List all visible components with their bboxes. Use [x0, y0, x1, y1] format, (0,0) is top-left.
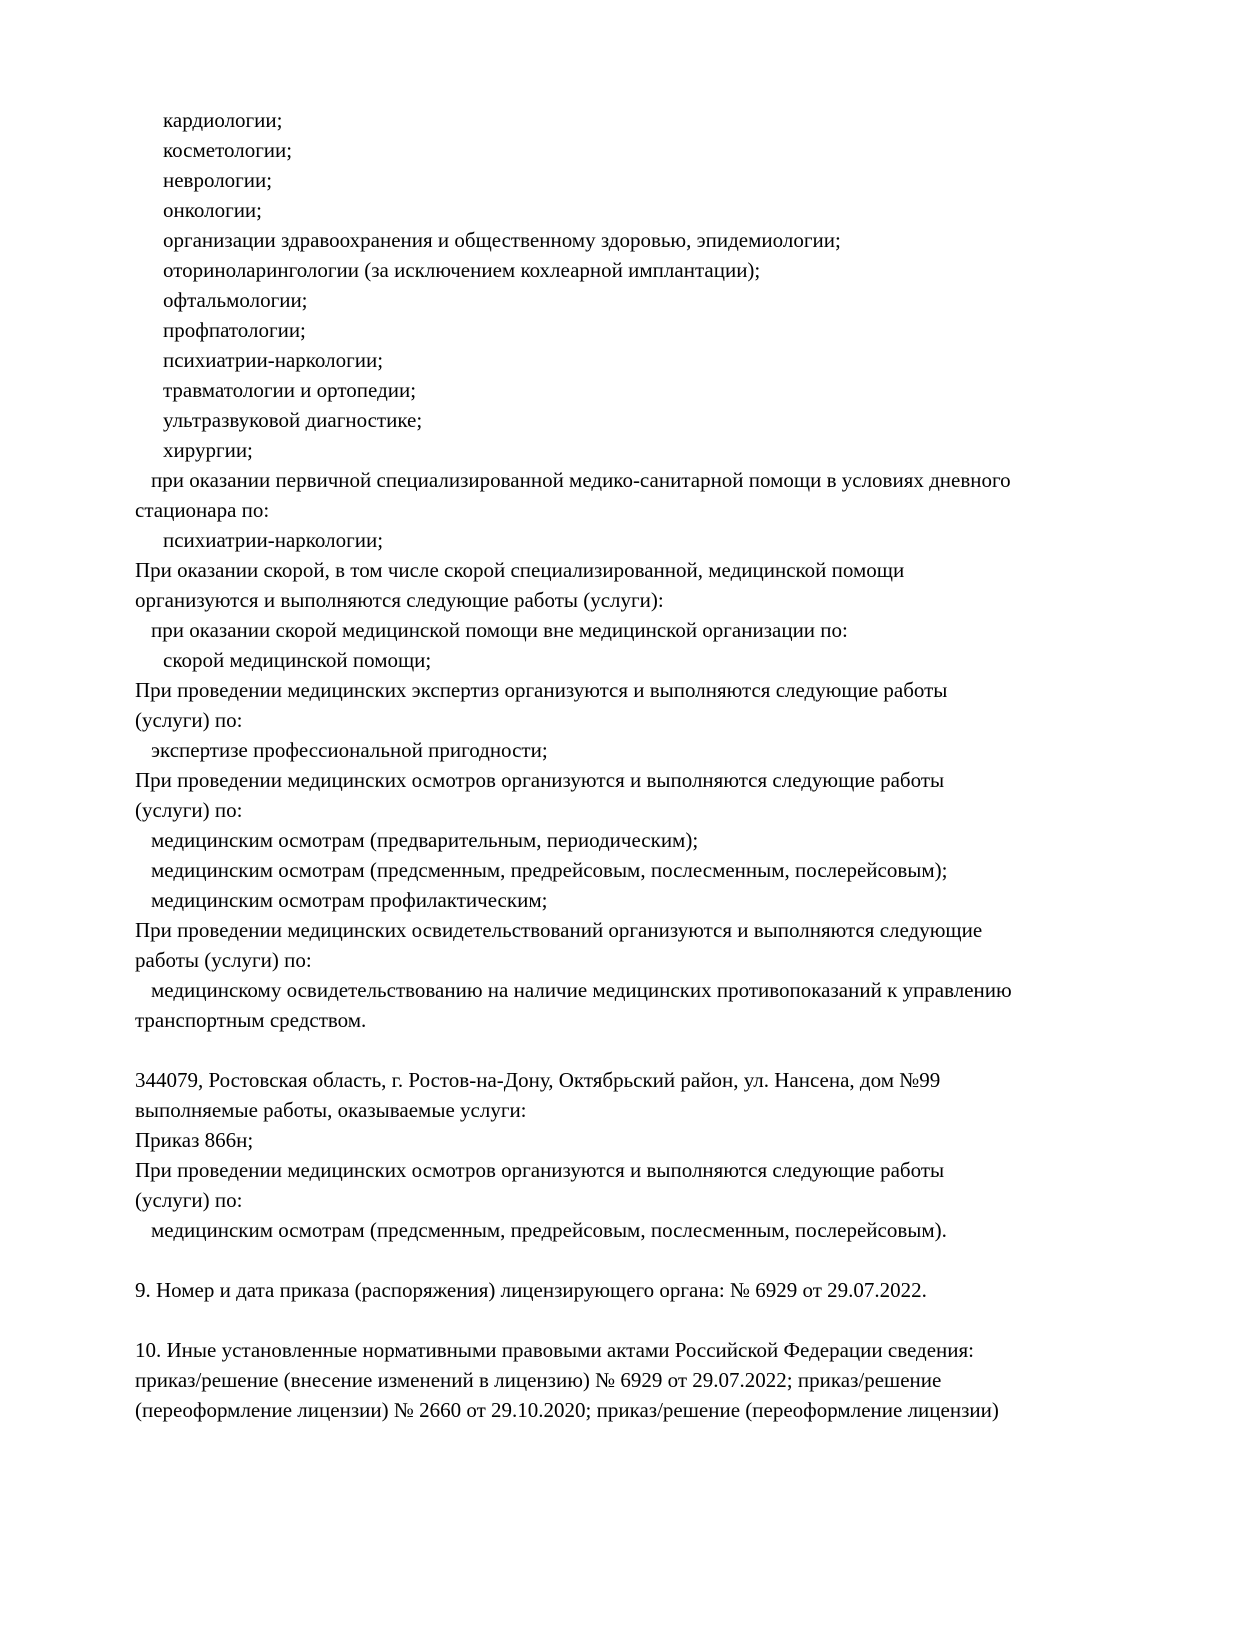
text-line: при оказании скорой медицинской помощи вне медицинской организации по: [151, 618, 848, 642]
text-line: выполняемые работы, оказываемые услуги: [135, 1098, 527, 1122]
text-line: 10. Иные установленные нормативными правовыми актами Российской Федерации сведения: [135, 1338, 975, 1362]
text-line: При проведении медицинских осмотров организуются и выполняются следующие работы [135, 768, 945, 792]
text-line: При оказании скорой, в том числе скорой специализированной, медицинской помощи [135, 558, 905, 582]
text-line: При проведении медицинских освидетельствований организуются и выполняются следующие [135, 918, 983, 942]
blank-line [135, 1245, 1210, 1275]
document-text-block [135, 105, 1210, 1425]
text-line: медицинским осмотрам (предсменным, предрейсовым, послесменным, послерейсовым); [151, 858, 948, 882]
text-line: скорой медицинской помощи; [163, 648, 432, 672]
text-line: стационара по: [135, 498, 270, 522]
text-line: хирургии; [163, 438, 253, 462]
text-line: организации здравоохранения и общественному здоровью, эпидемиологии; [163, 228, 841, 252]
blank-line [135, 1305, 1210, 1335]
text-line: При проведении медицинских экспертиз организуются и выполняются следующие работы [135, 678, 948, 702]
text-line: Приказ 866н; [135, 1128, 254, 1152]
text-line: офтальмологии; [163, 288, 308, 312]
text-line: 344079, Ростовская область, г. Ростов-на-Дону, Октябрьский район, ул. Нансена, дом №99 [135, 1068, 941, 1092]
text-line: При проведении медицинских осмотров организуются и выполняются следующие работы [135, 1158, 945, 1182]
text-line: медицинским осмотрам профилактическим; [151, 888, 548, 912]
text-line: онкологии; [163, 198, 263, 222]
text-line: (переоформление лицензии) № 2660 от 29.10.2020; приказ/решение (переоформление лицензии) [135, 1398, 999, 1422]
text-line: травматологии и ортопедии; [163, 378, 417, 402]
text-line: работы (услуги) по: [135, 948, 312, 972]
text-line: (услуги) по: [135, 1188, 243, 1212]
text-line: психиатрии-наркологии; [163, 528, 384, 552]
text-line: медицинским осмотрам (предварительным, периодическим); [151, 828, 699, 852]
text-line: при оказании первичной специализированной медико-санитарной помощи в условиях дневного [151, 468, 1011, 492]
text-line: 9. Номер и дата приказа (распоряжения) лицензирующего органа: № 6929 от 29.07.2022. [135, 1278, 927, 1302]
text-line: неврологии; [163, 168, 273, 192]
text-line: транспортным средством. [135, 1008, 367, 1032]
text-line: оториноларингологии (за исключением кохлеарной имплантации); [163, 258, 761, 282]
text-line: (услуги) по: [135, 708, 243, 732]
blank-line [135, 1035, 1210, 1065]
text-line: (услуги) по: [135, 798, 243, 822]
text-line: профпатологии; [163, 318, 306, 342]
text-line: ультразвуковой диагностике; [163, 408, 423, 432]
text-line: психиатрии-наркологии; [163, 348, 384, 372]
text-line: косметологии; [163, 138, 293, 162]
text-line: медицинским осмотрам (предсменным, предрейсовым, послесменным, послерейсовым). [151, 1218, 947, 1242]
text-line: приказ/решение (внесение изменений в лицензию) № 6929 от 29.07.2022; приказ/решение [135, 1368, 942, 1392]
text-line: медицинскому освидетельствованию на наличие медицинских противопоказаний к управлению [151, 978, 1012, 1002]
text-line: организуются и выполняются следующие работы (услуги): [135, 588, 664, 612]
text-line: экспертизе профессиональной пригодности; [151, 738, 548, 762]
text-line: кардиологии; [163, 108, 283, 132]
